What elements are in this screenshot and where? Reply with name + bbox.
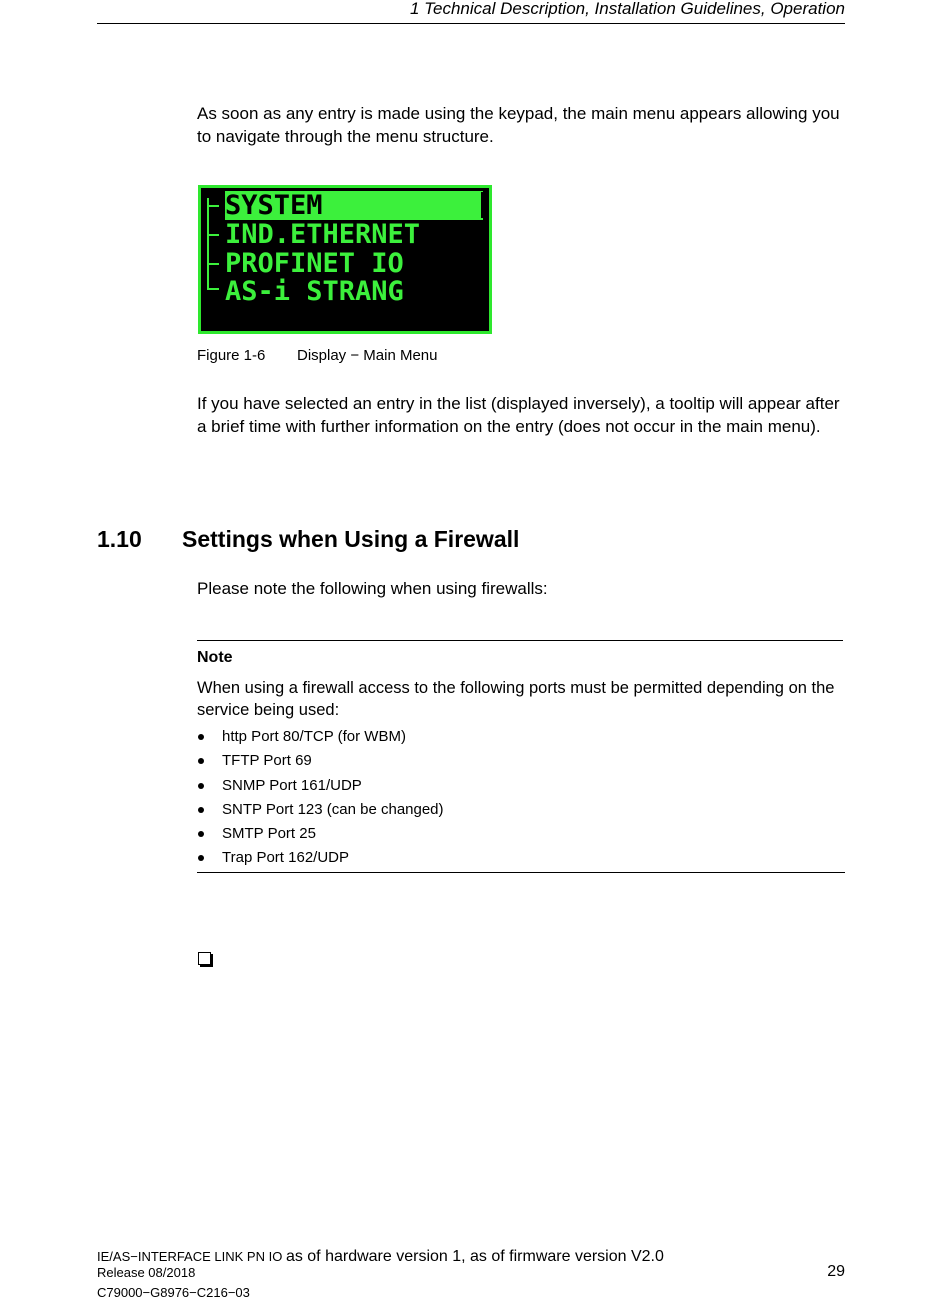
running-header: 1 Technical Description, Installation Guidelines, Operation [409, 0, 845, 18]
menu-item-as-i-strang[interactable]: AS-i STRANG [225, 276, 404, 307]
note-bottom-rule [197, 872, 845, 873]
intro-paragraph: As soon as any entry is made using the keypad, the main menu appears allowing you to navigate through the menu structure. [197, 104, 840, 146]
menu-tree-tick [207, 234, 219, 236]
figure-caption [197, 346, 437, 366]
list-item: http Port 80/TCP (for WBM) [197, 725, 837, 749]
list-item: SNMP Port 161/UDP [197, 774, 837, 798]
menu-item-ind-ethernet[interactable]: IND.ETHERNET [225, 219, 421, 250]
section-title: Settings when Using a Firewall [182, 526, 520, 552]
bullet-icon [198, 734, 204, 740]
menu-item-profinet-io[interactable]: PROFINET IO [225, 248, 404, 279]
list-item: SMTP Port 25 [197, 822, 837, 846]
header-rule [97, 23, 845, 24]
bullet-icon [198, 783, 204, 789]
end-of-chapter-icon [198, 952, 211, 965]
note-top-rule [197, 640, 843, 641]
list-item: TFTP Port 69 [197, 749, 837, 773]
list-item: Trap Port 162/UDP [197, 846, 837, 870]
note-label: Note [197, 649, 233, 666]
bullet-icon [198, 855, 204, 861]
menu-item-system[interactable]: SYSTEM [225, 191, 483, 220]
cursor-block [481, 192, 486, 218]
bullet-icon [198, 758, 204, 764]
menu-tree-tick [207, 263, 219, 265]
footer-release: Release 08/2018 [97, 1265, 196, 1280]
tooltip-paragraph: If you have selected an entry in the list (displayed inversely), a tooltip will appear after a brief time with further information on the entry (does not occur in the main menu). [197, 394, 840, 436]
figure-caption-text: Display − Main Menu [297, 347, 438, 364]
menu-tree-tick [207, 205, 219, 207]
section-number: 1.10 [97, 526, 142, 552]
lcd-display-main-menu [198, 185, 492, 334]
figure-number: Figure 1-6 [197, 347, 266, 364]
list-item: SNTP Port 123 (can be changed) [197, 798, 837, 822]
note-text: When using a firewall access to the following ports must be permitted depending on the service being used: [197, 679, 835, 719]
menu-tree-tick [207, 288, 219, 290]
footer-product-line [97, 1249, 664, 1265]
bullet-icon [198, 807, 204, 813]
page-number: 29 [827, 1263, 845, 1280]
bullet-icon [198, 831, 204, 837]
port-list [197, 725, 837, 871]
section-intro: Please note the following when using firewalls: [197, 579, 548, 598]
footer-product: IE/AS−INTERFACE LINK PN IO [97, 1249, 283, 1264]
menu-tree-line [207, 198, 215, 288]
footer-order-number: C79000−G8976−C216−03 [97, 1285, 250, 1300]
footer-version-info: as of hardware version 1, as of firmware version V2.0 [285, 1248, 664, 1265]
